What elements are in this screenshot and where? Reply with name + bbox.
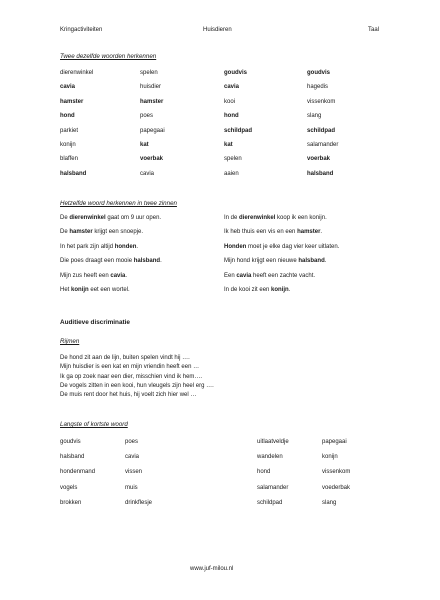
word-cell: vogels xyxy=(60,484,78,491)
word-cell: goudvis xyxy=(60,439,81,445)
footer-url: www.juf-milou.nl xyxy=(190,566,234,572)
word-cell: wandelen xyxy=(257,454,283,461)
sentence-bold-word: halsband xyxy=(298,258,325,265)
word-cell: cavia xyxy=(224,84,240,91)
word-cell: parkiet xyxy=(60,127,79,134)
sentence: Die poes draagt een mooie halsband. xyxy=(60,258,162,265)
sentence: Mijn hond krijgt een nieuwe halsband. xyxy=(224,258,327,265)
sentence-bold-word: cavia xyxy=(236,272,252,279)
word-row xyxy=(0,99,440,108)
word-row xyxy=(0,113,440,122)
rhyme-line: De vogels zitten in een kooi, hun vleugels zijn heel erg …. xyxy=(60,382,214,389)
word-cell: schildpad xyxy=(257,499,283,506)
word-row xyxy=(0,156,440,165)
word-row xyxy=(0,439,440,448)
rhymes-subtitle: Rijmen xyxy=(60,338,80,345)
sentence: De dierenwinkel gaat om 9 uur open. xyxy=(60,215,162,221)
word-cell: papegaai xyxy=(140,127,165,134)
word-cell: slang xyxy=(322,499,337,506)
word-cell: drinkflesje xyxy=(125,499,153,506)
word-cell: hond xyxy=(60,113,75,120)
word-cell: spelen xyxy=(224,156,242,163)
word-cell: halsband xyxy=(60,454,85,461)
rhyme-line: De muis rent door het huis, hij voelt zich hier wel … xyxy=(60,392,197,399)
sentence-bold-word: honden xyxy=(114,243,137,250)
word-cell: blaffen xyxy=(60,156,78,163)
rhyme-line: Mijn huisdier is een kat en mijn vriendin heeft een … xyxy=(60,364,200,371)
sentence-bold-word: hamster xyxy=(297,229,321,236)
word-cell: uitlaatveldje xyxy=(257,439,289,445)
section-title-same-word-sentences: Hetzelfde woord herkennen in twee zinnen xyxy=(60,200,177,207)
word-cell: goudvis xyxy=(224,70,248,76)
sentence-bold-word: cavia xyxy=(110,272,126,279)
auditory-discrimination-heading: Auditieve discriminatie xyxy=(60,319,130,326)
word-cell: halsband xyxy=(307,170,334,177)
word-row xyxy=(0,500,440,509)
word-row xyxy=(0,70,440,79)
word-cell: brokken xyxy=(60,499,82,506)
word-cell: schildpad xyxy=(307,127,336,134)
word-cell: hagedis xyxy=(307,84,329,91)
word-cell: halsband xyxy=(60,170,87,177)
word-row xyxy=(0,469,440,478)
word-cell: muis xyxy=(125,484,138,491)
word-cell: cavia xyxy=(60,84,76,91)
word-cell: kat xyxy=(224,142,233,148)
sentence-bold-word: konijn xyxy=(271,287,289,293)
word-cell: salamander xyxy=(307,142,339,148)
word-cell: poes xyxy=(125,439,139,445)
sentence: Ik heb thuis een vis en een hamster. xyxy=(224,229,323,236)
word-cell: kooi xyxy=(224,98,236,105)
sentence: Honden moet je elke dag vier keer uitlaten. xyxy=(224,243,340,250)
sentence: In het park zijn altijd honden. xyxy=(60,243,139,250)
word-cell: hamster xyxy=(60,98,84,105)
rhyme-line: Ik ga op zoek naar een dier, misschien vind ik hem…. xyxy=(60,373,203,380)
word-row xyxy=(0,171,440,180)
sentence-bold-word: dierenwinkel xyxy=(239,215,276,221)
header-right: Taal xyxy=(368,27,380,33)
word-cell: spelen xyxy=(140,70,158,76)
sentence-bold-word: halsband xyxy=(133,258,161,265)
word-cell: voerbak xyxy=(307,156,331,163)
word-cell: poes xyxy=(140,113,154,120)
sentence: In de kooi zit een konijn. xyxy=(224,287,291,293)
word-cell: hamster xyxy=(140,98,164,105)
word-cell: slang xyxy=(307,113,322,120)
rhyme-line: De hond zit aan de lijn, buiten spelen vindt hij …. xyxy=(60,355,190,361)
section-title-same-words: Twee dezelfde woorden herkennen xyxy=(60,53,157,60)
sentence: Mijn zus heeft een cavia. xyxy=(60,272,128,279)
sentence: In de dierenwinkel koop ik een konijn. xyxy=(224,215,327,221)
header-left: Kringactiviteiten xyxy=(60,27,103,33)
sentence-bold-word: dierenwinkel xyxy=(69,215,106,221)
word-cell: hondenmand xyxy=(60,469,96,476)
word-cell: konijn xyxy=(322,454,338,461)
sentence-bold-word: konijn xyxy=(71,287,89,293)
word-cell: kat xyxy=(140,142,149,148)
sentence: De hamster krijgt een snoepje. xyxy=(60,229,144,236)
word-cell: schildpad xyxy=(224,127,253,134)
word-cell: huisdier xyxy=(140,84,162,91)
word-row xyxy=(0,485,440,494)
sentence-bold-word: hamster xyxy=(69,229,93,236)
word-cell: goudvis xyxy=(307,70,331,76)
word-row xyxy=(0,454,440,463)
word-cell: voederbak xyxy=(322,484,351,491)
word-row xyxy=(0,142,440,151)
word-cell: hond xyxy=(257,469,271,476)
word-cell: vissen xyxy=(125,469,143,476)
word-cell: papegaai xyxy=(322,439,347,445)
word-row xyxy=(0,128,440,137)
word-cell: vissenkom xyxy=(322,469,351,476)
word-cell: voerbak xyxy=(140,156,164,163)
word-cell: cavia xyxy=(140,170,155,177)
sentence: Een cavia heeft een zachte vacht. xyxy=(224,272,316,279)
word-row xyxy=(0,84,440,93)
header-center: Huisdieren xyxy=(203,27,232,33)
word-cell: konijn xyxy=(60,142,76,148)
word-cell: dierenwinkel xyxy=(60,70,94,76)
word-cell: salamander xyxy=(257,484,289,491)
word-cell: hond xyxy=(224,113,239,120)
word-cell: aaien xyxy=(224,170,239,177)
word-cell: cavia xyxy=(125,454,140,461)
sentence-bold-word: Honden xyxy=(224,243,247,250)
word-cell: vissenkom xyxy=(307,98,336,105)
section-title-longest-shortest: Langste of kortste woord xyxy=(60,421,128,428)
sentence: Het konijn eet een wortel. xyxy=(60,287,130,293)
